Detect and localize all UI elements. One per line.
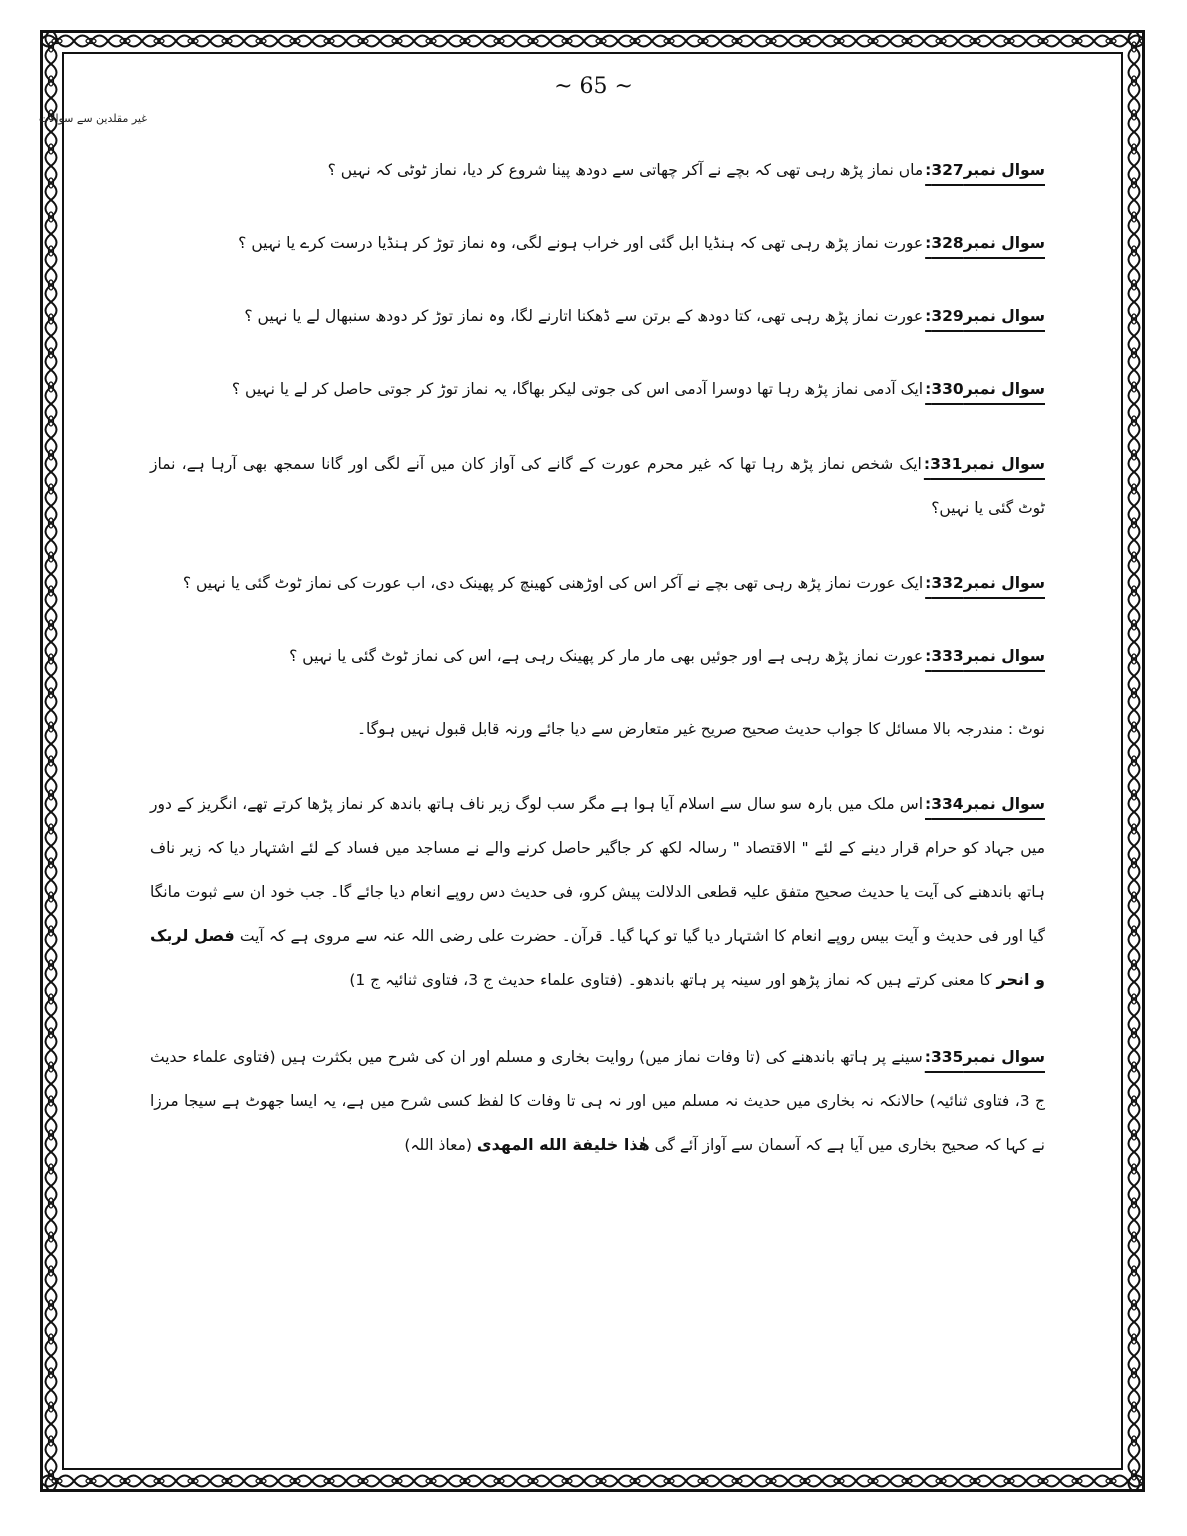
question-label: سوال نمبر328: bbox=[925, 234, 1045, 252]
question-label: سوال نمبر331: bbox=[923, 455, 1045, 473]
border-ornament-left bbox=[40, 30, 62, 1492]
question-330 bbox=[150, 369, 1045, 409]
question-label: سوال نمبر329: bbox=[925, 307, 1045, 325]
question-text: ایک عورت نماز پڑھ رہی تھی بچے نے آکر اس کی اوڑھنی کھینچ کر پھینک دی، اب عورت کی نماز ٹوٹ گئی یا نہیں ؟ bbox=[182, 574, 924, 592]
border-ornament-right bbox=[1123, 30, 1145, 1492]
question-text: ایک آدمی نماز پڑھ رہا تھا دوسرا آدمی اس کی جوتی لیکر بھاگا، یہ نماز توڑ کر جوتی حاصل کر لے یا نہیں ؟ bbox=[231, 380, 924, 398]
question-label: سوال نمبر335: bbox=[924, 1048, 1045, 1066]
question-text: اس ملک میں بارہ سو سال سے اسلام آیا ہوا ہے مگر سب لوگ زیر ناف ہاتھ باندھ کر نماز پڑھا کرتے تھے، انگریز کے دور میں جہاد کو حرام قرار دینے کے لئے " الاقتصاد " رسالہ لکھ کر جاگیر حاصل کرنے والے نے مساجد میں فساد کے لئے اشتہار دیا کہ زیر ناف ہاتھ باندھنے کی آیت یا حدیث صحیح متفق علیہ قطعی الدلالت پیش کرو، فی حدیث دس روپے انعام دیا جائے گا۔ جب خود ان سے ثبوت مانگا گیا اور فی حدیث و آیت بیس روپے انعام کا اشتہار دیا گیا تو کہا گیا۔ قرآن۔ حضرت علی رضی اللہ عنہ سے مروی ہے کہ آیت bbox=[150, 795, 1046, 945]
question-text: عورت نماز پڑھ رہی تھی، کتا دودھ کے برتن سے ڈھکنا اتارنے لگا، وہ نماز توڑ کر دودھ سنبھال لے یا نہیں ؟ bbox=[244, 307, 924, 325]
question-335 bbox=[150, 1035, 1045, 1167]
question-text: سینے پر ہاتھ باندھنے کی (تا وفات نماز میں) روایت بخاری و مسلم اور ان کی شرح میں بکثرت ہیں (فتاوی علماء حدیث ج 3، فتاوی ثنائیہ) حالانکہ نہ بخاری میں حدیث نہ مسلم میں اور نہ ہی تا وفات کا لفظ کسی شرح میں ہے، یہ ایسا جھوٹ ہے سیجا مرزا نے کہا کہ صحیح بخاری میں آیا ہے کہ آسمان سے آواز آئے گی bbox=[150, 1048, 1045, 1154]
question-329 bbox=[150, 296, 1045, 336]
question-label: سوال نمبر333: bbox=[925, 647, 1045, 665]
question-334 bbox=[150, 782, 1045, 1002]
question-label: سوال نمبر332: bbox=[925, 574, 1045, 592]
question-332 bbox=[150, 563, 1045, 603]
question-text: عورت نماز پڑھ رہی ہے اور جوئیں بھی مار مار کر پھینک رہی ہے، اس کی نماز ٹوٹ گئی یا نہیں ؟ bbox=[289, 647, 924, 665]
question-label: سوال نمبر334: bbox=[925, 795, 1045, 813]
question-text: عورت نماز پڑھ رہی تھی کہ ہنڈیا ابل گئی اور خراب ہونے لگی، وہ نماز توڑ کر ہنڈیا درست کرے یا نہیں ؟ bbox=[238, 234, 924, 252]
question-label: سوال نمبر330: bbox=[925, 380, 1045, 398]
running-head: غیر مقلدین سے سوالات bbox=[38, 112, 147, 125]
question-327 bbox=[150, 150, 1045, 190]
arabic-quote: هٰذا خلیفة الله المهدی bbox=[476, 1135, 650, 1154]
note-paragraph: نوٹ : مندرجہ بالا مسائل کا جواب حدیث صحیح صریح غیر متعارض سے دیا جائے ورنہ قابل قبول نہیں ہوگا۔ bbox=[356, 720, 1045, 738]
question-text: ایک شخص نماز پڑھ رہا تھا کہ غیر محرم عورت کے گانے کی آواز کان میں آنے لگی اور گانا سمجھ بھی آرہا ہے، نماز ٹوٹ گئی یا نہیں؟ bbox=[150, 455, 1045, 517]
page-content bbox=[150, 150, 1045, 1200]
border-ornament-bottom bbox=[40, 1470, 1145, 1492]
page-number: ~ 65 ~ bbox=[554, 74, 633, 99]
question-331 bbox=[150, 442, 1045, 530]
quranic-phrase: فصل لربک و انحر bbox=[150, 926, 1045, 989]
border-ornament-top bbox=[40, 30, 1145, 52]
question-text-continued: کا معنی کرتے ہیں کہ نماز پڑھو اور سینہ پر ہاتھ باندھو۔ (فتاوی علماء حدیث ج 3، فتاوی ثنائیہ ج 1) bbox=[349, 971, 992, 989]
question-text: ماں نماز پڑھ رہی تھی کہ بچے نے آکر چھاتی سے دودھ پینا شروع کر دیا، نماز ٹوٹی کہ نہیں ؟ bbox=[327, 161, 924, 179]
question-label: سوال نمبر327: bbox=[925, 161, 1045, 179]
question-333 bbox=[150, 636, 1045, 676]
question-text-continued: (معاذ اللہ) bbox=[404, 1136, 472, 1154]
question-328 bbox=[150, 223, 1045, 263]
